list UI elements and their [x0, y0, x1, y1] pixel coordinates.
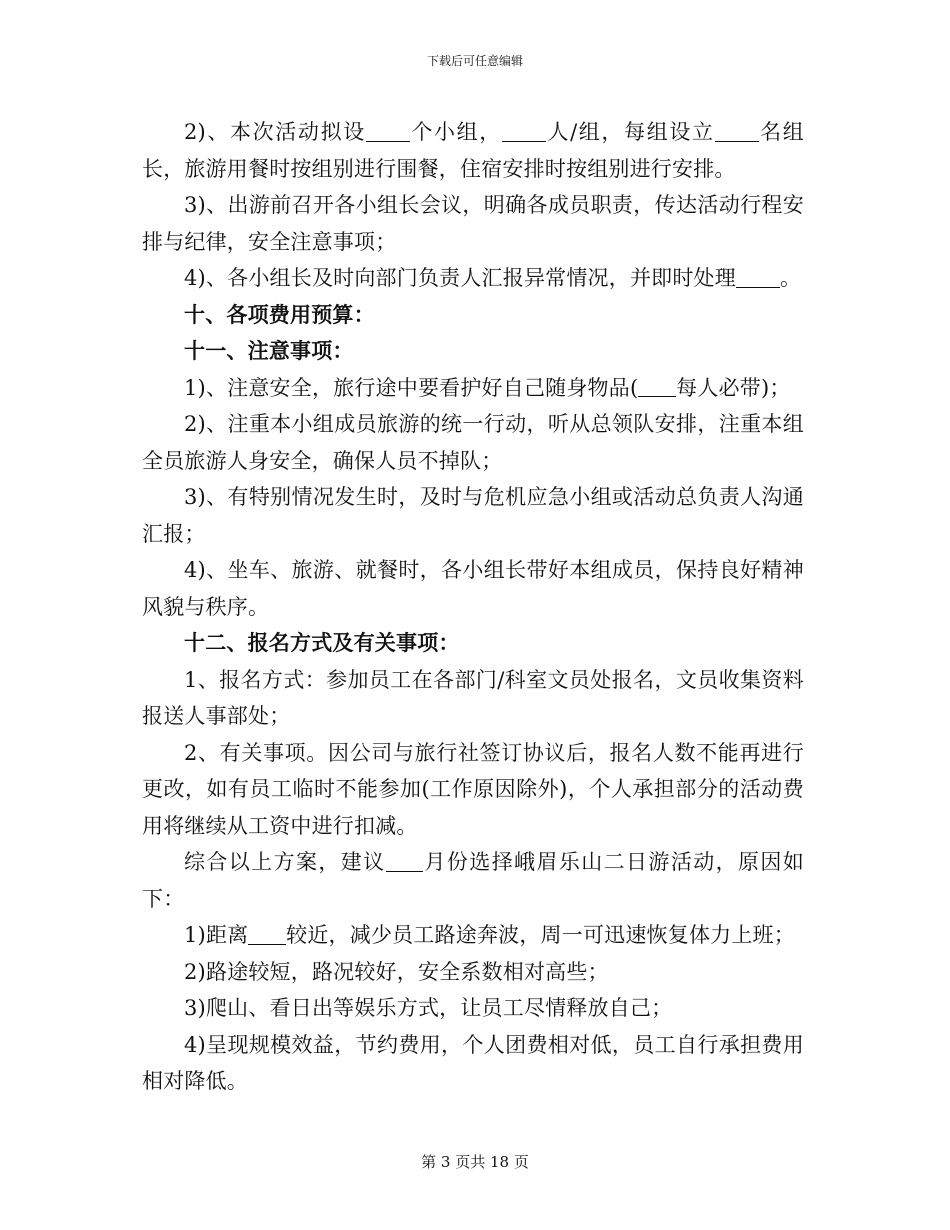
text-segment: 1)距离 [184, 923, 249, 947]
fill-blank [502, 120, 546, 142]
fill-blank [638, 375, 676, 397]
paragraph-leader-meeting: 3)、出游前召开各小组长会议，明确各成员职责，传达活动行程安排与纪律，安全注意事项； [142, 193, 804, 254]
text-segment: 综合以上方案，建议 [184, 850, 386, 874]
paragraph-related-matters: 2、有关事项。因公司与旅行社签订协议后，报名人数不能再进行更改，如有员工临时不能参加(工作原因除外)，个人承担部分的活动费用将继续从工资中进行扣减。 [142, 740, 804, 838]
fill-blank [248, 923, 286, 945]
text-segment: 1)、注意安全，旅行途中要看护好自己随身物品( [184, 375, 639, 400]
text-segment: 。 [780, 266, 802, 290]
text-segment: 4)、各小组长及时向部门负责人汇报异常情况，并即时处理 [184, 266, 736, 290]
section-heading-registration: 十二、报名方式及有关事项： [184, 630, 460, 655]
page-header: 下载后可任意编辑 [426, 54, 523, 68]
fill-blank [715, 120, 759, 142]
text-segment: 每人必带)； [676, 375, 791, 400]
paragraph-group-setup [142, 114, 804, 187]
paragraph-recommendation [142, 844, 804, 917]
paragraph-registration-method: 1、报名方式：参加员工在各部门/科室文员处报名，文员收集资料报送人事部处； [142, 667, 804, 728]
text-segment: 名组长，旅游用餐时按组别进行围餐，住宿安排时按组别进行安排。 [142, 120, 804, 181]
fill-blank [366, 120, 410, 142]
paragraph-reason-route: 2)路途较短，路况较好，安全系数相对高些； [184, 959, 609, 984]
paragraph-emergency: 3)、有特别情况发生时，及时与危机应急小组或活动总负责人沟通汇报； [142, 485, 804, 546]
text-segment: 人/组，每组设立 [546, 120, 715, 144]
text-segment: 较近，减少员工路途奔波，周一可迅速恢复体力上班； [286, 923, 795, 947]
page-number-footer: 第 3 页共 18 页 [421, 1153, 529, 1171]
section-heading-budget: 十、各项费用预算： [184, 301, 375, 327]
paragraph-reason-cost: 4)呈现规模效益，节约费用，个人团费相对低，员工自行承担费用相对降低。 [142, 1032, 804, 1093]
paragraph-report-exceptions [142, 260, 804, 297]
text-segment: 2)、本次活动拟设 [184, 120, 366, 144]
fill-blank [736, 266, 780, 288]
text-segment: 月份选择峨眉乐山二日游活动，原因如下： [142, 850, 804, 911]
paragraph-conduct: 4)、坐车、旅游、就餐时，各小组长带好本组成员，保持良好精神风貌与秩序。 [142, 558, 804, 619]
paragraph-reason-entertainment: 3)爬山、看日出等娱乐方式，让员工尽情释放自己； [184, 996, 673, 1020]
section-heading-notes: 十一、注意事项： [184, 338, 354, 363]
paragraph-reason-distance [142, 917, 804, 954]
document-body [142, 114, 804, 1100]
fill-blank [386, 850, 424, 872]
paragraph-safety [142, 370, 804, 407]
paragraph-group-action: 2)、注重本小组成员旅游的统一行动，听从总领队安排，注重本组全员旅游人身安全，确保人员不掉队； [142, 412, 804, 473]
text-segment: 个小组， [409, 120, 502, 144]
